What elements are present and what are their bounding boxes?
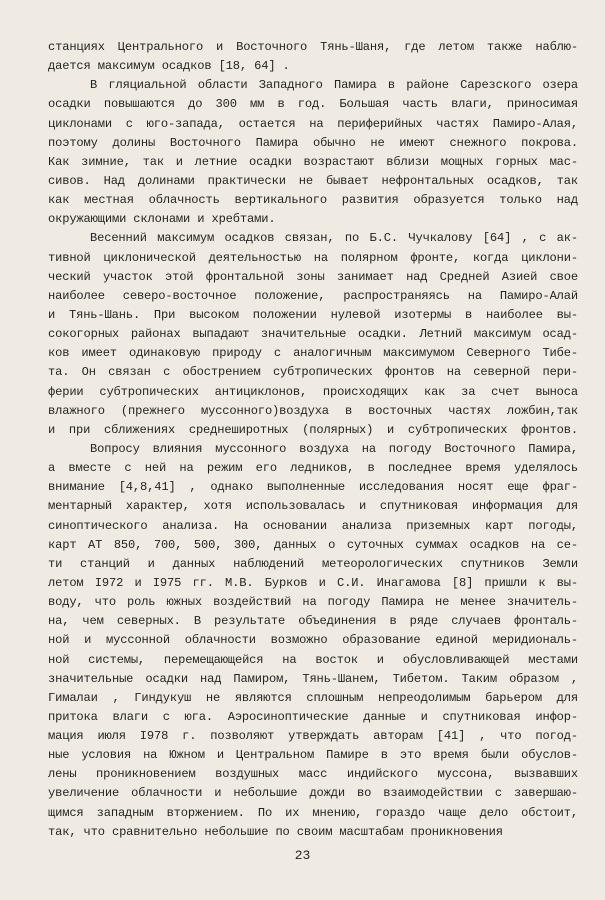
text-line: дается максимум осадков [18, 64] . bbox=[48, 59, 290, 74]
text-line: ментарный характер, хотя использовалась и спутниковая информация для bbox=[48, 499, 578, 514]
text-line: поэтому долины Восточного Памира обычно не имеют снежного покрова. bbox=[48, 135, 578, 150]
text-line: ные условия на Южном и Центральном Памире в это время были обуслов- bbox=[48, 748, 578, 763]
text-line: станциях Центрального и Восточного Тянь-Шаня, где летом также наблю- bbox=[48, 40, 578, 54]
text-line: увеличение облачности и небольшие дожди во взаимодействии с завершаю- bbox=[48, 786, 578, 801]
text-line: мация июля I978 г. позволяют утверждать авторам [41] , что погод- bbox=[48, 729, 578, 744]
text-line: и Тянь-Шань. При высоком положении нулевой изотермы в наиболее вы- bbox=[48, 307, 578, 322]
text-line: воду, что роль южных воздействий на погоду Памира не менее значитель- bbox=[48, 595, 578, 610]
text-line: синоптического анализа. На основании анализа приземных карт погоды, bbox=[48, 518, 578, 533]
text-line: щимся западным вторжением. По их мнению, гораздо чаще дело обстоит, bbox=[48, 805, 578, 820]
text-line: тивной циклонической деятельностью на полярном фронте, когда циклони- bbox=[48, 250, 578, 265]
text-line: притока влаги с юга. Аэросиноптические данные и спутниковая инфор- bbox=[48, 709, 578, 724]
text-line: внимание [4,8,41] , однако выполненные исследования носят еще фраг- bbox=[48, 480, 578, 495]
text-line: ной и муссонной облачности возможно образование единой меридиональ- bbox=[48, 633, 578, 648]
text-line: сивов. Над долинами практически не бывает нефронтальных осадков, так bbox=[48, 173, 578, 188]
text-line: так, что сравнительно небольшие по своим масштабам проникновения bbox=[48, 824, 503, 839]
text-line: ков имеет одинаковую природу с аналогичным максимумом Северного Тибе- bbox=[48, 346, 578, 361]
text-line: как местная облачность вертикального развития образуется только над bbox=[48, 193, 578, 208]
text-line: Гималаи , Гиндукуш не являются сплошным непреодолимым барьером для bbox=[48, 690, 578, 705]
text-line: сокогорных районах выпадают значительные осадки. Летний максимум осад- bbox=[48, 327, 578, 342]
text-line: осадки повышаются до 300 мм в год. Большая часть влаги, приносимая bbox=[48, 97, 578, 112]
text-line: значительные осадки над Памиром, Тянь-Шанем, Тибетом. Таким образом , bbox=[48, 671, 578, 686]
text-line: летом I972 и I975 гг. М.В. Бурков и С.И. Инагамова [8] пришли к вы- bbox=[48, 575, 578, 590]
body-text bbox=[48, 38, 578, 842]
text-line: на, чем северных. В результате объединения в ряде случаев фронталь- bbox=[48, 614, 578, 629]
text-line: ти станций и данных наблюдений метеорологических спутников Земли bbox=[48, 556, 578, 571]
text-line: окружающими склонами и хребтами. bbox=[48, 212, 276, 227]
text-line: Весенний максимум осадков связан, по Б.С. Чучкалову [64] , с ак- bbox=[90, 231, 578, 246]
text-line: и при сближениях среднеширотных (полярных) и субтропических фронтов. bbox=[48, 422, 578, 437]
text-line: циклонами с юго-запада, остается на периферийных частях Памиро-Алая, bbox=[48, 116, 578, 131]
text-line: ферии субтропических антициклонов, происходящих как за счет выноса bbox=[48, 384, 578, 399]
text-line: лены проникновением воздушных масс индийского муссона, вызвавших bbox=[48, 767, 578, 782]
text-line: карт АТ 850, 700, 500, 300, данных о суточных суммах осадков на се- bbox=[48, 537, 578, 552]
text-line: та. Он связан с обострением субтропических фронтов на северной пери- bbox=[48, 365, 578, 380]
text-line: ной системы, перемещающейся на восток и обусловливающей местами bbox=[48, 652, 578, 667]
text-line: а вместе с ней на режим его ледников, в последнее время уделялось bbox=[48, 461, 578, 476]
text-line: Вопросу влияния муссонного воздуха на погоду Восточного Памира, bbox=[90, 441, 578, 456]
text-line: ческий участок этой фронтальной зоны занимает над Средней Азией свое bbox=[48, 269, 578, 284]
text-line: наиболее северо-восточное положение, распространяясь на Памиро-Алай bbox=[48, 288, 578, 303]
text-line: Как зимние, так и летние осадки возрастают вблизи мощных горных мас- bbox=[48, 154, 578, 169]
text-line: В гляциальной области Западного Памира в районе Сарезского озера bbox=[90, 78, 578, 93]
page-number: 23 bbox=[294, 848, 311, 863]
text-line: влажного (прежнего муссонного)воздуха в восточных частях ложбин,так bbox=[48, 403, 578, 418]
